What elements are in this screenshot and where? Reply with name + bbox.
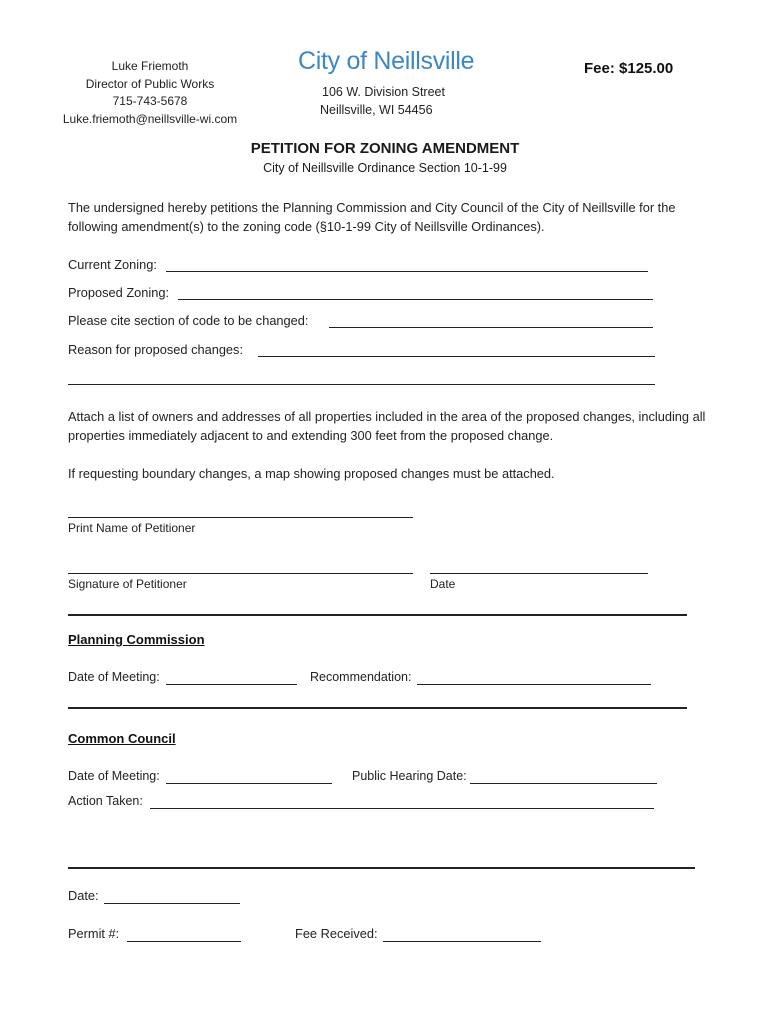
fee-received-label: Fee Received: [295,926,378,941]
permit-number-label: Permit #: [68,926,120,941]
current-zoning-label: Current Zoning: [68,257,157,272]
fee-label: Fee: $125.00 [584,60,674,77]
intro-paragraph: The undersigned hereby petitions the Planning Commission and City Council of the City of Neillsville for the following amendment(s) to the zoning code (§10-1-99 City of Neillsville Ordinances). [68,200,676,234]
cite-section-line[interactable] [329,327,653,328]
date-label: Date [430,577,456,591]
signature-label: Signature of Petitioner [68,577,187,591]
contact-block [40,58,260,128]
public-hearing-line[interactable] [470,783,657,784]
map-note: If requesting boundary changes, a map showing proposed changes must be attached. [68,466,555,481]
contact-email: Luke.friemoth@neillsville-wi.com [62,111,238,126]
date-line[interactable] [430,573,648,574]
council-date-line[interactable] [166,783,332,784]
contact-phone: 715-743-5678 [112,94,188,108]
address-line1: 106 W. Division Street [322,85,445,99]
proposed-zoning-label: Proposed Zoning: [68,285,170,300]
proposed-zoning-line[interactable] [178,299,653,300]
permit-number-line[interactable] [127,941,241,942]
section-divider [68,614,687,616]
contact-title: Director of Public Works [85,76,215,91]
address-line2: Neillsville, WI 54456 [320,103,433,117]
section-divider [68,707,687,709]
council-date-label: Date of Meeting: [68,769,160,783]
public-hearing-label: Public Hearing Date: [352,769,467,783]
print-name-line[interactable] [68,517,413,518]
contact-name: Luke Friemoth [111,59,189,73]
print-name-label: Print Name of Petitioner [68,521,196,535]
form-subtitle: City of Neillsville Ordinance Section 10-1-99 [263,161,507,175]
reason-label: Reason for proposed changes: [68,342,244,357]
reason-line-1[interactable] [258,356,655,357]
recommendation-label: Recommendation: [310,670,412,684]
action-taken-line[interactable] [150,808,654,809]
signature-line[interactable] [68,573,413,574]
city-address [322,83,445,119]
action-taken-label: Action Taken: [68,794,143,808]
reason-line-2[interactable] [68,384,655,385]
city-name: City of Neillsville [298,47,475,75]
planning-heading: Planning Commission [68,632,205,647]
cite-section-label: Please cite section of code to be changed: [68,313,309,328]
recommendation-line[interactable] [417,684,651,685]
office-date-line[interactable] [104,903,240,904]
office-date-label: Date: [68,888,99,903]
current-zoning-line[interactable] [166,271,648,272]
attach-note: Attach a list of owners and addresses of all properties included in the area of the proposed changes, including all properties immediately adjacent to and extending 300 feet from the proposed change. [68,409,706,443]
planning-date-line[interactable] [166,684,297,685]
fee-received-line[interactable] [383,941,541,942]
council-heading: Common Council [68,731,176,746]
form-title: PETITION FOR ZONING AMENDMENT [250,140,520,157]
planning-date-label: Date of Meeting: [68,670,160,684]
section-divider [68,867,695,869]
